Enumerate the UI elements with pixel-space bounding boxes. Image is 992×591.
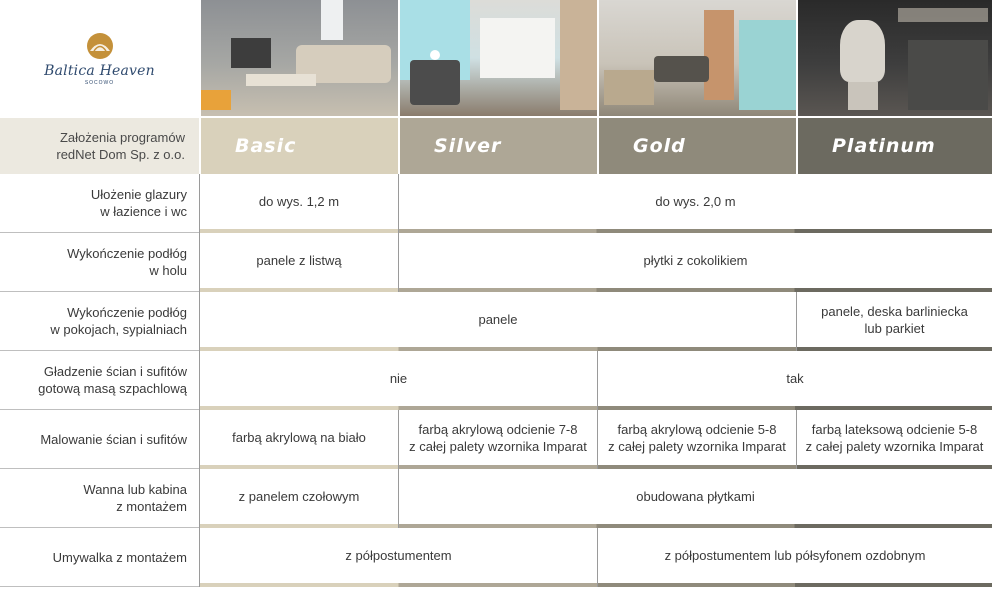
brand-logo xyxy=(0,0,199,116)
table-cell: panele xyxy=(199,292,796,351)
table-cell: tak xyxy=(597,351,992,410)
table-cell: do wys. 2,0 m xyxy=(398,174,992,233)
row-label-wall-smoothing: Gładzenie ścian i sufitów gotową masą szpachlową xyxy=(0,351,199,410)
row-label-room-floor: Wykończenie podłóg w pokojach, sypialniach xyxy=(0,292,199,351)
table-cell: panele z listwą xyxy=(199,233,398,292)
table-cell: z półpostumentem lub półsyfonem ozdobnym xyxy=(597,528,992,587)
tier-gold-header: Gold xyxy=(599,118,796,174)
brand-subtitle: SOCOWO xyxy=(84,79,115,86)
photo-basic-interior xyxy=(199,0,398,116)
table-header-label: Założenia programów redNet Dom Sp. z o.o. xyxy=(0,118,199,174)
row-label-bathtub: Wanna lub kabina z montażem xyxy=(0,469,199,528)
row-label-painting: Malowanie ścian i sufitów xyxy=(0,410,199,469)
tier-silver-header: Silver xyxy=(400,118,597,174)
photo-silver-interior xyxy=(398,0,597,116)
table-cell: płytki z cokolikiem xyxy=(398,233,992,292)
row-label-tiling: Ułożenie glazury w łazience i wc xyxy=(0,174,199,233)
shell-logo-icon xyxy=(85,31,115,61)
row-label-hall-floor: Wykończenie podłóg w holu xyxy=(0,233,199,292)
table-cell: z półpostumentem xyxy=(199,528,597,587)
table-cell: do wys. 1,2 m xyxy=(199,174,398,233)
table-cell: nie xyxy=(199,351,597,410)
table-cell: farbą akrylową odcienie 7-8 z całej palety wzornika Imparat xyxy=(398,410,597,469)
photo-platinum-interior xyxy=(796,0,992,116)
table-cell: z panelem czołowym xyxy=(199,469,398,528)
row-label-washbasin: Umywalka z montażem xyxy=(0,528,199,587)
table-cell: panele, deska barliniecka lub parkiet xyxy=(796,292,992,351)
table-cell: farbą akrylową na biało xyxy=(199,410,398,469)
tier-basic-header: Basic xyxy=(201,118,398,174)
table-cell: farbą lateksową odcienie 5-8 z całej palety wzornika Imparat xyxy=(796,410,992,469)
tier-platinum-header: Platinum xyxy=(798,118,992,174)
brand-name: Baltica Heaven xyxy=(44,62,155,79)
table-cell: farbą akrylową odcienie 5-8 z całej palety wzornika Imparat xyxy=(597,410,796,469)
table-cell: obudowana płytkami xyxy=(398,469,992,528)
photo-gold-interior xyxy=(597,0,796,116)
